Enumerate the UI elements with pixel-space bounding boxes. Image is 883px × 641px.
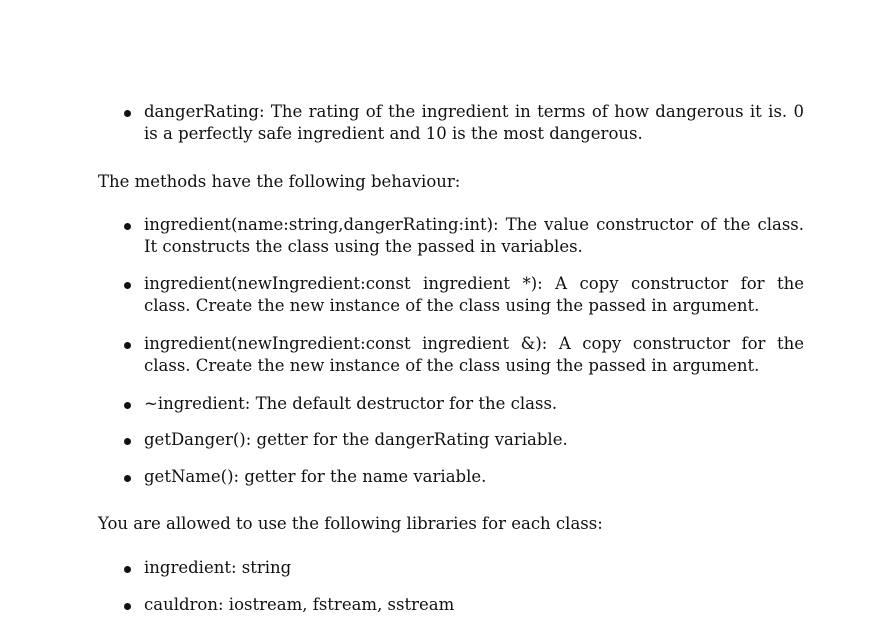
methods-heading: The methods have the following behaviour: xyxy=(98,172,461,191)
method-text: ingredient(name:string,dangerRating:int): The value constructor of the class. It constructs the class using the passed in variables. xyxy=(144,215,804,256)
method-item-copy-constructor-pointer xyxy=(124,273,804,317)
method-item-value-constructor xyxy=(124,214,804,258)
bullet-icon xyxy=(124,282,131,289)
libraries-heading: You are allowed to use the following libraries for each class: xyxy=(98,514,603,533)
library-text: ingredient: string xyxy=(144,558,292,577)
method-item-copy-constructor-reference xyxy=(124,333,804,377)
library-item-ingredient xyxy=(124,557,804,579)
library-item-cauldron xyxy=(124,594,804,616)
bullet-icon xyxy=(124,223,131,230)
list-item-text: dangerRating: The rating of the ingredient in terms of how dangerous it is. 0 is a perfectly safe ingredient and 10 is the most dangerous. xyxy=(144,102,804,143)
bullet-icon xyxy=(124,475,131,482)
bullet-icon xyxy=(124,342,131,349)
bullet-icon xyxy=(124,566,131,573)
list-item-danger-rating xyxy=(124,101,804,145)
bullet-icon xyxy=(124,110,131,117)
method-text: getName(): getter for the name variable. xyxy=(144,467,487,486)
bullet-icon xyxy=(124,438,131,445)
bullet-icon xyxy=(124,402,131,409)
library-text: cauldron: iostream, fstream, sstream xyxy=(144,595,455,614)
method-text: getDanger(): getter for the dangerRating variable. xyxy=(144,430,568,449)
method-item-get-danger xyxy=(124,429,804,451)
bullet-icon xyxy=(124,603,131,610)
method-text: ingredient(newIngredient:const ingredient *): A copy constructor for the class. Create the new instance of the class using the passed in argument. xyxy=(144,274,804,315)
method-item-destructor xyxy=(124,393,804,415)
method-text: ~ingredient: The default destructor for the class. xyxy=(144,394,558,413)
method-text: ingredient(newIngredient:const ingredient &): A copy constructor for the class. Create the new instance of the class using the passed in argument. xyxy=(144,334,804,375)
method-item-get-name xyxy=(124,466,804,488)
